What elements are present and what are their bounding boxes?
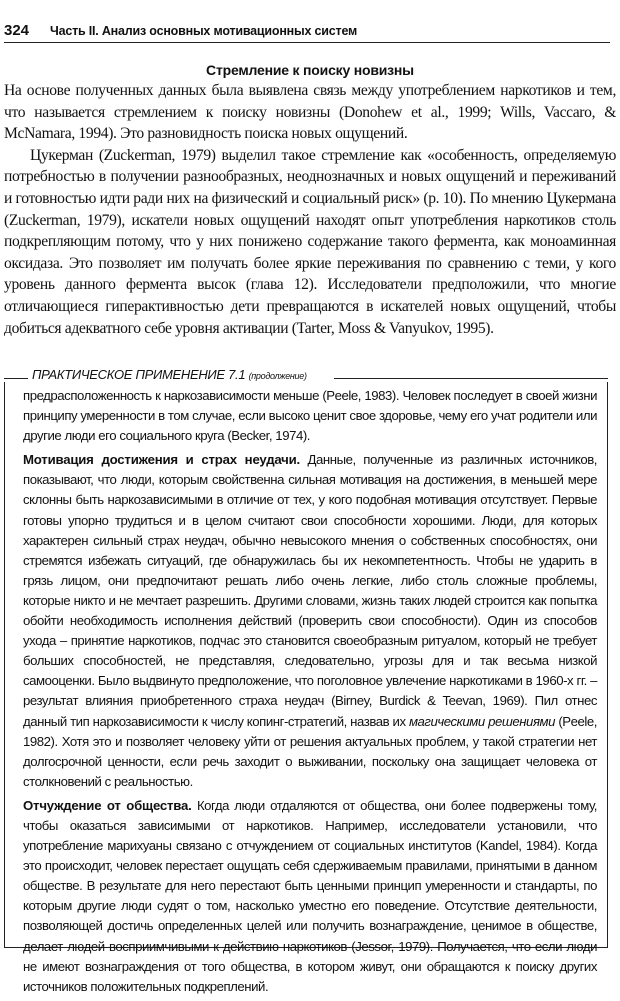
box-paragraph-heading: Мотивация достижения и страх неудачи. (23, 452, 301, 468)
main-text (4, 80, 616, 339)
box-rule (334, 378, 608, 379)
running-head: Часть II. Анализ основных мотивационных систем (50, 24, 358, 38)
page-number: 324 (4, 22, 30, 39)
box-title-text: ПРАКТИЧЕСКОЕ ПРИМЕНЕНИЕ 7.1 (32, 367, 246, 382)
box-title (32, 367, 307, 382)
page-header (4, 24, 610, 43)
box-paragraph-text: Данные, полученные из различных источников, показывают, что люди, которым свойственна сильная мотивация на достижения, в меньшей мере склонны быть наркозависимыми в отличие от тех, у кого подобная мотивация отсутствует. Первые готовы упорно трудиться и в целом считают свои способности хорошими. Люди, для которых характерен сильный страх неудач, обычно невысокого мнения о собственных способностях, они стремятся избежать ситуаций, где обнаружилась бы их некомпетентность. Чтобы не ударить в грязь лицом, они предпочитают решать либо очень легкие, либо столь сложные проблемы, которые никто и не мечтает разрешить. Другими словами, жизнь таких людей строится как попытка обойти необходимость исполнения действий (проверить свои способности). Один из способов ухода – принятие наркотиков, подчас это становится своеобразным ритуалом, который не требует больших способностей, не представляя, следовательно, угрозы для и так весьма низкой самооценки. Было выдвинуто предположение, что поголовное увлечение наркотиками в 1960-х гг. – результат влияния приобретенного страха неудач (Birney, Burdick & Teevan, 1969). Пил отнес данный тип наркозависимости к числу копинг-стратегий, назвав их (23, 452, 597, 729)
box-paragraph-text: (Peele, 1982). Хотя это и позволяет человеку уйти от решения актуальных проблем, у такой стратегии нет долгосрочной ценности, если речь заходит о выживании, поскольку она защищает человека от столкновений с реальностью. (23, 713, 597, 789)
box-subtitle: (продолжение) (248, 371, 307, 381)
box-body (23, 386, 597, 1001)
paragraph: Цукерман (Zuckerman, 1979) выделил такое стремление как «особенность, определяемую потребностью в получении разнообразных, неоднозначных и новых ощущений и переживаний и готовностью идти ради них на физический и социальный риск» (р. 10). По мнению Цукермана (Zuckerman, 1979), искатели новых ощущений находят опыт употребления наркотиков столь подкрепляющим потому, что у них понижено содержание такого фермента, как моноаминная оксидаза. Это позволяет им получать более яркие переживания по сравнению с теми, у кого уровень данного фермента высок (глава 12). Исследователи предположили, что многие отличающиеся гиперактивностью дети превращаются в искателей новых ощущений, чтобы добиться адекватного себе уровня активации (Tarter, Moss & Vanyukov, 1995). (4, 146, 616, 337)
box-paragraph-heading: Отчуждение от общества. (23, 797, 192, 813)
box-paragraph-text: Когда люди отдаляются от общества, они более подвержены тому, чтобы оказаться зависимыми от наркотиков. Например, исследователи установили, что употребление марихуаны связано с отчуждением от социальных институтов (Kandel, 1984). Когда это происходит, человек перестает ощущать себя сдерживаемым правилами, принятыми в данном обществе. В результате для него перестают быть ценными принцип умеренности и стандарты, по которым другие люди судят о том, насколько уместно его поведение. Отсутствие деятельности, позволяющей достичь определенных целей или получить вознаграждение, ценимое в обществе, делает людей восприимчивыми к действию наркотиков (Jessor, 1979). Получается, что если люди не имеют вознаграждения от того общества, в котором живут, они обращаются к поиску других источников положительных подкреплений. (23, 797, 597, 994)
box-rule (4, 378, 28, 379)
box-paragraph (23, 450, 597, 792)
box-italic-term: магическими решениями (408, 713, 556, 729)
box-paragraph: предрасположенность к наркозависимости меньше (Peele, 1983). Человек последует в своей жизни принципу умеренности в том случае, если высоко ценит свое здоровье, чему его учат родители или другие люди его социального круга (Becker, 1974). (23, 388, 597, 444)
section-title: Стремление к поиску новизны (206, 62, 414, 78)
paragraph: На основе полученных данных была выявлена связь между употреблением наркотиков и тем, что называется стремлением к поиску новизны (Donohew et al., 1999; Wills, Vaccaro, & McNamara, 1994). Это разновидность поиска новых ощущений. (4, 82, 616, 143)
sidebar-box (4, 382, 608, 994)
box-paragraph (23, 796, 597, 997)
box-header (4, 366, 608, 382)
